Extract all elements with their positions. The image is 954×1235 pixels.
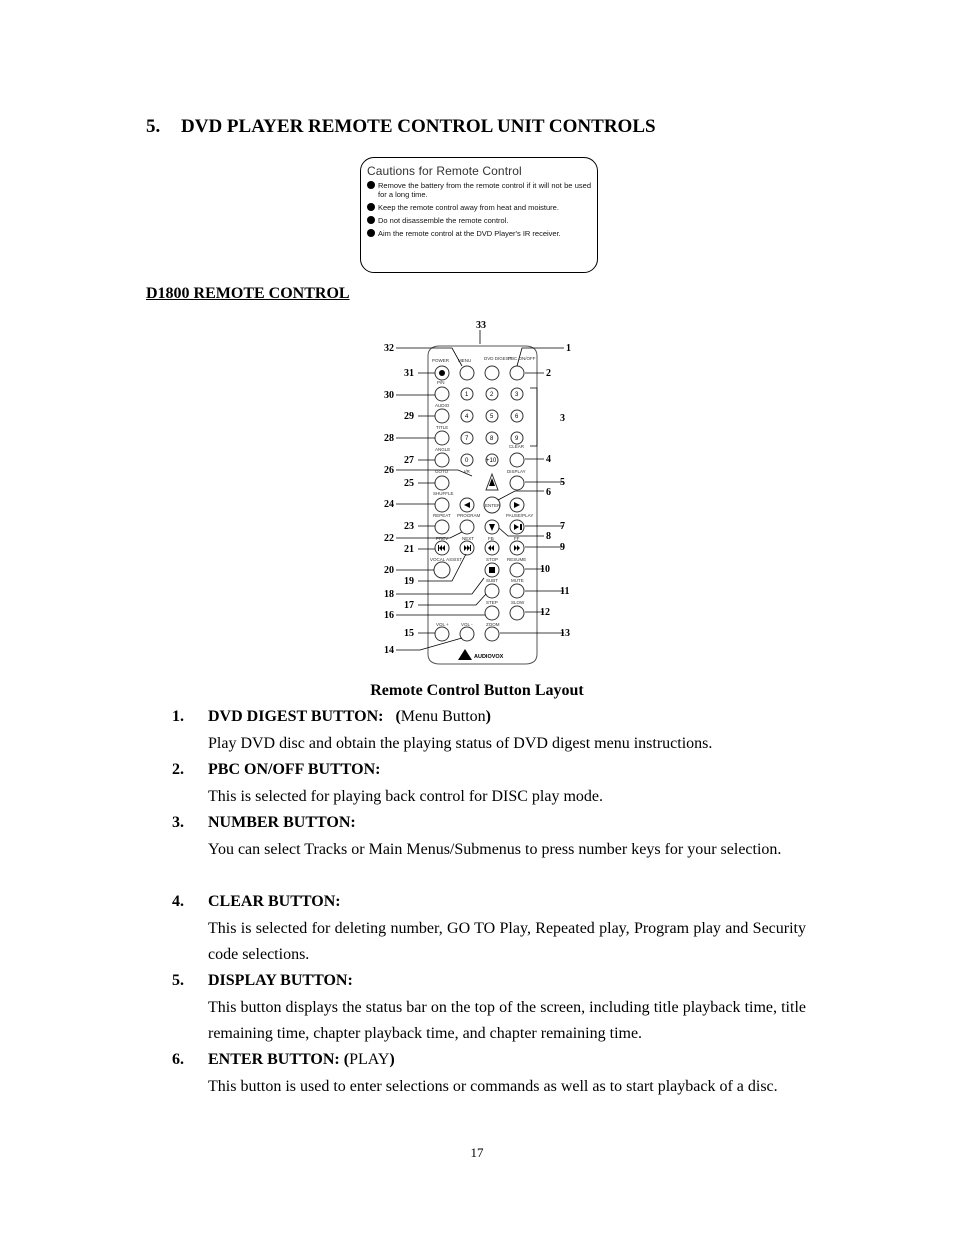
callout-3: 3: [560, 413, 565, 424]
mute-label: MUTE: [511, 578, 524, 583]
section-title-text: DVD PLAYER REMOTE CONTROL UNIT CONTROLS: [181, 116, 656, 137]
section-number: 5.: [146, 116, 161, 137]
slow-button: [510, 606, 524, 620]
vocal-assist-button: [434, 562, 450, 578]
remote-control-diagram: [380, 318, 580, 668]
power-label: POWER: [432, 358, 450, 363]
item-title: CLEAR BUTTON:: [208, 893, 341, 910]
callout-4: 4: [546, 454, 551, 465]
pbc-button: [510, 366, 524, 380]
item-title: DISPLAY BUTTON:: [208, 972, 353, 989]
program-button: [460, 520, 474, 534]
bullet-icon: [367, 203, 375, 211]
callout-25: 25: [404, 478, 414, 489]
pn-label: P/N: [437, 380, 445, 385]
caution-text: Aim the remote control at the DVD Player's IR receiver.: [378, 229, 561, 238]
item-description: This is selected for deleting number, GO TO Play, Repeated play, Program play and Security code selections.: [208, 919, 806, 963]
number-key-8-label: 8: [490, 436, 494, 442]
callout-20: 20: [384, 565, 394, 576]
dvd-digest-button: [485, 366, 499, 380]
power-icon: [439, 370, 445, 376]
bullet-icon: [367, 216, 375, 224]
title-label: TITLE: [436, 425, 449, 430]
item-title: DVD DIGEST BUTTON:: [208, 708, 384, 725]
caution-item: [367, 181, 591, 199]
callout-21: 21: [404, 544, 414, 555]
repeat-button: [435, 520, 449, 534]
caution-item: [367, 216, 591, 225]
item-paren: PLAY: [349, 1051, 390, 1068]
callout-30: 30: [384, 390, 394, 401]
step-button: [485, 606, 499, 620]
item-heading: [172, 889, 806, 916]
vocal-assist-label: VOCAL ASSIST: [430, 557, 463, 562]
callout-10: 10: [540, 564, 550, 575]
callout-2: 2: [546, 368, 551, 379]
cautions-box: [360, 157, 598, 273]
goto-label: GOTO: [435, 469, 449, 474]
callout-27: 27: [404, 455, 414, 466]
item-heading: [172, 810, 806, 837]
callout-6: 6: [546, 487, 551, 498]
callout-32: 32: [384, 343, 394, 354]
menu-button: [460, 366, 474, 380]
callout-15: 15: [404, 628, 414, 639]
callout-5: 5: [560, 477, 565, 488]
item-description: Play DVD disc and obtain the playing status of DVD digest menu instructions.: [208, 734, 713, 752]
button-description-item: [172, 757, 806, 810]
item-description: You can select Tracks or Main Menus/Submenus to press number keys for your selection.: [208, 840, 782, 858]
display-button: [510, 476, 524, 490]
vol-down-label: VOL -: [461, 622, 473, 627]
zoom-label: ZOOM: [486, 622, 500, 627]
item-number: 1.: [172, 708, 184, 725]
subtitle-button: [485, 584, 499, 598]
pauseplay-label: PAUSE/PLAY: [506, 513, 534, 518]
pn-button: [435, 387, 449, 401]
brand-label: AUDIOVOX: [474, 654, 504, 660]
callout-13: 13: [560, 628, 570, 639]
fb-label: FB: [488, 536, 494, 541]
callout-18: 18: [384, 589, 394, 600]
callout-9: 9: [560, 542, 565, 553]
button-description-item: [172, 968, 806, 1048]
figure-caption: Remote Control Button Layout: [370, 682, 584, 699]
shuffle-button: [435, 498, 449, 512]
callout-7: 7: [560, 521, 565, 532]
callout-31: 31: [404, 368, 414, 379]
button-description-item: [172, 1047, 806, 1100]
goto-button: [435, 476, 449, 490]
menu-label: MENU: [458, 358, 472, 363]
callout-19: 19: [404, 576, 414, 587]
item-paren: Menu Button: [400, 708, 486, 725]
caution-item: [367, 203, 591, 212]
clear-label: CLEAR: [509, 444, 525, 449]
item-heading: 1. DVD DIGEST BUTTON: (Menu Button): [172, 704, 806, 731]
number-key-2-label: 2: [490, 392, 494, 398]
section-title: [146, 116, 656, 138]
button-description-item: [172, 810, 806, 863]
audio-button: [435, 409, 449, 423]
page-number: 17: [470, 1145, 484, 1160]
button-description-item: [172, 704, 806, 757]
callout-14: 14: [384, 645, 394, 656]
caution-text: Do not disassemble the remote control.: [378, 216, 509, 225]
callout-24: 24: [384, 499, 394, 510]
callout-28: 28: [384, 433, 394, 444]
item-description: This is selected for playing back control for DISC play mode.: [208, 787, 604, 805]
resume-button: [510, 563, 524, 577]
callout-29: 29: [404, 411, 414, 422]
number-key-5-label: 5: [490, 414, 494, 420]
title-button: [435, 431, 449, 445]
callout-23: 23: [404, 521, 414, 532]
callout-17: 17: [404, 600, 414, 611]
mute-button: [510, 584, 524, 598]
repeat-label: REPEAT: [433, 513, 451, 518]
shuffle-label: SHUFFLE: [433, 491, 454, 496]
callout-11: 11: [560, 586, 570, 597]
audio-label: AUDIO: [435, 403, 450, 408]
item-number: 3.: [172, 814, 184, 831]
item-number: 2.: [172, 761, 184, 778]
pbc-label: PBC ON/OFF: [508, 356, 536, 361]
zoom-button: [485, 627, 499, 641]
cautions-title: Cautions for Remote Control: [367, 164, 522, 178]
number-key-6-label: 6: [515, 414, 519, 420]
callout-1: 1: [566, 343, 571, 354]
number-key-7-label: 7: [465, 436, 469, 442]
caution-text: Keep the remote control away from heat and moisture.: [378, 203, 559, 212]
remote-diagram-svg: [380, 318, 580, 668]
bullet-icon: [367, 229, 375, 237]
stop-icon: [489, 567, 495, 573]
ir-label: I/R: [464, 469, 470, 474]
item-number: 6.: [172, 1051, 184, 1068]
enter-label: ENTER: [485, 503, 501, 508]
display-label: DISPLAY: [507, 469, 526, 474]
subtitle-label: SUBT: [486, 578, 499, 583]
item-title: ENTER BUTTON:: [208, 1051, 340, 1068]
vol-up-label: VOL +: [436, 622, 449, 627]
item-heading: [172, 757, 806, 784]
dvd-digest-label: DVD DIGEST: [484, 356, 512, 361]
number-key-4-label: 4: [465, 414, 469, 420]
callout-33: 33: [476, 320, 486, 331]
item-description: This button is used to enter selections or commands as well as to start playback of a disc.: [208, 1077, 778, 1095]
vol-up-button: [435, 627, 449, 641]
number-key-1-label: 1: [465, 392, 469, 398]
callout-8: 8: [546, 531, 551, 542]
callout-16: 16: [384, 610, 394, 621]
clear-button: [510, 453, 524, 467]
callout-22: 22: [384, 533, 394, 544]
item-title: PBC ON/OFF BUTTON:: [208, 761, 381, 778]
callout-26: 26: [384, 465, 394, 476]
resume-label: RESUME: [507, 557, 527, 562]
caution-text: Remove the battery from the remote control if it will not be used for a long time.: [378, 181, 591, 199]
angle-button: [435, 453, 449, 467]
number-key-3-label: 3: [515, 392, 519, 398]
program-label: PROGRAM: [457, 513, 481, 518]
item-title: NUMBER BUTTON:: [208, 814, 356, 831]
item-number: 5.: [172, 972, 184, 989]
item-number: 4.: [172, 893, 184, 910]
remote-model-heading: D1800 REMOTE CONTROL: [146, 285, 350, 302]
number-key-0-label: 0: [465, 458, 469, 464]
number-key-plus10-label: +10: [486, 458, 497, 464]
item-heading: 6. ENTER BUTTON: (PLAY): [172, 1047, 806, 1074]
slow-label: SLOW: [511, 600, 525, 605]
callout-12: 12: [540, 607, 550, 618]
prev-label: PREV: [436, 536, 449, 541]
stop-label: STOP: [486, 557, 499, 562]
vol-down-button: [460, 627, 474, 641]
number-key-9-label: 9: [515, 436, 519, 442]
item-description: This button displays the status bar on the top of the screen, including title playback time, title remaining time, chapter playback time, and chapter remaining time.: [208, 998, 806, 1042]
button-description-item: [172, 889, 806, 969]
caution-item: [367, 229, 591, 238]
bullet-icon: [367, 181, 375, 189]
angle-label: ANGLE: [435, 447, 451, 452]
ff-label: FF: [514, 536, 520, 541]
next-label: NEXT: [462, 536, 475, 541]
step-label: STEP: [486, 600, 498, 605]
item-heading: [172, 968, 806, 995]
